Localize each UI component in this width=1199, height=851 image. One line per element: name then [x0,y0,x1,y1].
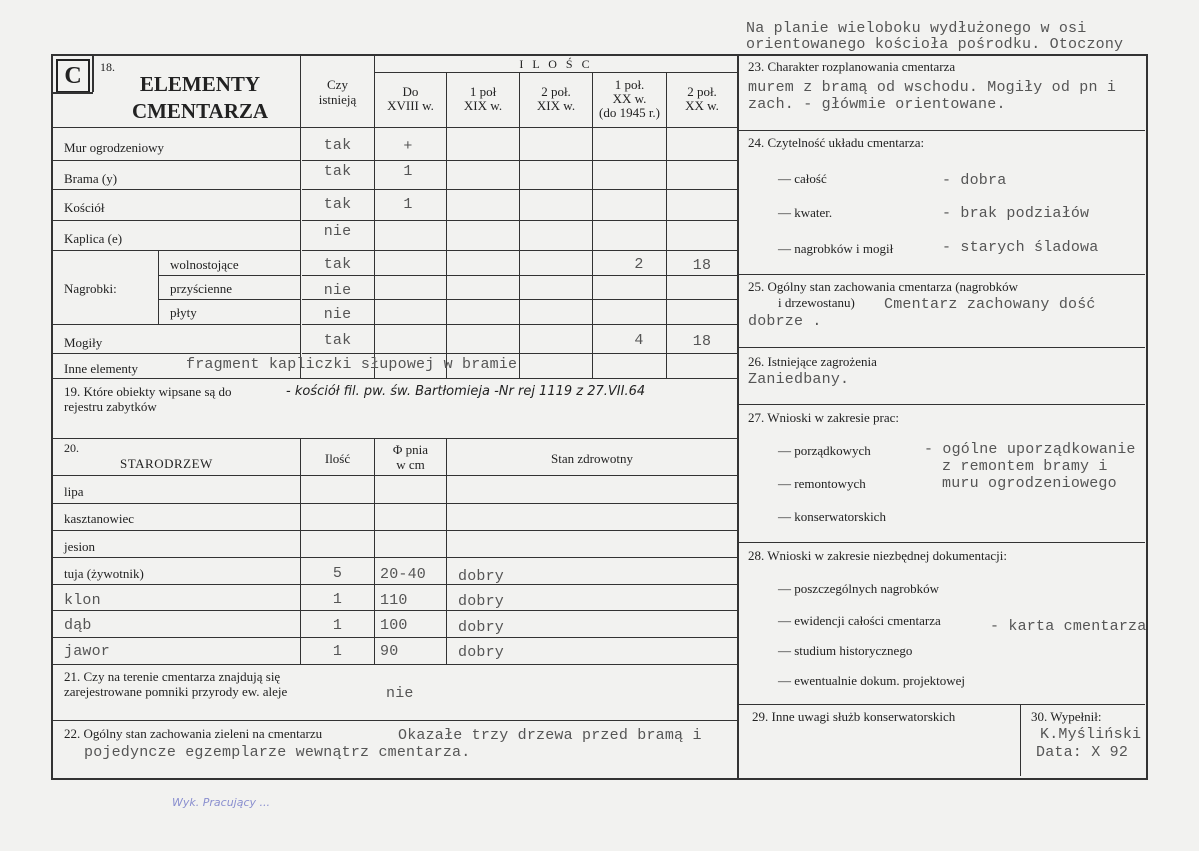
s24-item-whole: — całość [778,171,827,186]
sep7 [53,324,300,325]
section-18-bottom [53,378,737,379]
s23-label: 23. Charakter rozplanowania cmentarza [748,59,956,74]
s29-s30-divider [1020,704,1021,776]
s20-col-health: Stan zdrowotny [551,451,633,466]
tree-qty-6: 1 [332,643,343,660]
p5-l1: 2 poł. [687,84,717,99]
vsep8 [302,353,737,354]
title-line2: CMENTARZA [131,99,269,123]
letter-divider [92,56,94,92]
tree-name-6: jawor [64,643,111,660]
p1-l1: Do [402,84,419,99]
tree-sep1 [53,503,737,504]
graves-label: Nagrobki: [64,281,117,296]
s27-label: 27. Wnioski w zakresie prac: [748,410,900,425]
sep2 [53,189,300,190]
period-header-4 [593,78,666,120]
s19-label-line2: rejestru zabytków [64,399,157,414]
tree-name-0: lipa [64,484,84,499]
s25-value2: dobrze . [748,313,822,330]
s19-value: - kościół fil. pw. św. Bartłomieja -Nr rej 1119 z 27.VII.64 [286,384,646,399]
tree-health-3: dobry [458,568,505,585]
vsep7 [302,324,737,325]
p5-l2: XX w. [685,98,719,113]
tree-diam-4: 110 [380,592,408,609]
s20-diam-l1: Φ pnia [392,442,429,457]
count-church-p1: 1 [403,196,413,213]
row-label-other: Inne elementy [64,361,138,376]
tree-health-4: dobry [458,593,505,610]
tree-name-1: kasztanowiec [64,511,135,526]
tree-name-5: dąb [64,617,92,634]
s22-value1: Okazałe trzy drzewa przed bramą i [398,727,702,744]
letter-underline [53,92,93,94]
count-graves-p4: 4 [634,332,644,349]
s24-value-quarters: - brak podziałów [942,205,1090,222]
count-graves-p5: 18 [692,333,712,350]
s20-title: STARODRZEW [120,456,213,471]
tree-diam-6: 90 [380,643,399,660]
tree-qty-5: 1 [332,617,343,634]
s27-item-repair: — remontowych [778,476,866,491]
section-18-number: 18. [100,60,115,74]
s20-col-diam [375,442,446,472]
exists-wall-mounted: nie [323,282,352,299]
footer-scribble: Wyk. Pracujący ... [172,796,271,809]
exists-church: tak [323,196,352,213]
tree-sep6 [53,637,737,638]
s20-col-qty: Ilość [324,451,351,466]
col-exists-l1: Czy [327,77,348,92]
p3-l1: 2 poł. [541,84,571,99]
count-wall-p1: + [403,138,413,155]
s26-value: Zaniedbany. [748,371,850,388]
s20-number: 20. [64,441,79,455]
vsep3 [302,220,737,221]
p4-l3: (do 1945 r.) [598,105,661,120]
s28-item-tombs: — poszczególnych nagrobków [778,581,940,596]
s30-date: Data: X 92 [1036,744,1129,761]
period-header-1 [375,85,446,113]
s28-value: - karta cmentarza [990,618,1147,635]
exists-gate: tak [323,163,352,180]
s28-label: 28. Wnioski w zakresie niezbędnej dokumentacji: [748,548,1007,563]
s21-value: nie [386,685,414,702]
vsep1 [302,160,737,161]
section-19-bottom [53,438,737,439]
row-label-wall: Mur ogrodzeniowy [64,140,165,155]
col-line-p2 [519,72,520,378]
elements-title [100,71,300,125]
s20-diam-l2: w cm [396,457,425,472]
s20-col-health-line [446,438,447,664]
s28-item-history: — studium historycznego [778,643,913,658]
exists-slabs: nie [323,306,352,323]
sep3 [53,220,300,221]
row-label-freestanding: wolnostojące [170,257,239,272]
p2-l2: XIX w. [463,98,503,113]
section-24-bottom [738,274,1145,275]
period-header-5 [667,85,737,113]
sep4 [53,250,300,251]
s22-value2: pojedyncze egzemplarze wewnątrz cmentarza. [84,744,471,761]
tree-health-5: dobry [458,619,505,636]
vsep2 [302,189,737,190]
exists-wall: tak [323,137,352,154]
sep6 [158,299,300,300]
s25-line2: i drzewostanu) [778,295,855,310]
s24-value-whole: - dobra [942,172,1007,189]
period-header-3 [520,85,592,113]
count-underline [374,72,737,73]
count-freestanding-p4: 2 [634,256,644,273]
s30-label: 30. Wypełnił: [1031,709,1102,724]
s25-line1: 25. Ogólny stan zachowania cmentarza (nagrobków [748,279,1019,294]
tree-sep2 [53,530,737,531]
tree-name-2: jesion [64,539,96,554]
count-freestanding-p5: 18 [692,257,712,274]
section-25-bottom [738,347,1145,348]
col-count-header: I L O Ś C [519,57,593,71]
section-23-bottom [738,130,1145,131]
exists-chapel: nie [323,223,352,240]
vsep5 [302,275,737,276]
sep5 [158,275,300,276]
other-elements-value: fragment kapliczki słupowej w bramie [186,356,518,373]
tree-name-4: klon [64,592,101,609]
row-label-gate: Brama (y) [64,171,118,186]
exists-graves: tak [323,332,352,349]
p2-l1: 1 poł [469,84,497,99]
tree-diam-3: 20-40 [380,566,427,583]
p3-l2: XIX w. [536,98,576,113]
s28-item-project: — ewentualnie dokum. projektowej [778,673,966,688]
p4-l2: XX w. [612,91,647,106]
tree-health-6: dobry [458,644,505,661]
section-26-bottom [738,404,1145,405]
col-exists-header [301,77,374,107]
row-label-chapel: Kaplica (e) [64,231,123,246]
section-27-bottom [738,542,1145,543]
s27-value3: muru ogrodzeniowego [942,475,1117,492]
graves-subdivider [158,250,159,324]
row-label-slabs: płyty [170,305,197,320]
s27-value1: - ogólne uporządkowanie [924,441,1136,458]
s24-value-tombs: - starych śladowa [942,239,1099,256]
s27-item-cleanup: — porządkowych [778,443,871,458]
s23-value1: murem z bramą od wschodu. Mogiły od pn i [748,79,1117,96]
count-gate-p1: 1 [403,163,413,180]
row-label-wall-mounted: przyścienne [170,281,233,296]
card-letter: C [64,63,82,89]
p4-l1: 1 poł. [614,77,645,92]
top-note-line1: Na planie wieloboku wydłużonego w osi [746,20,1087,37]
s28-item-records: — ewidencji całości cmentarza [778,613,941,628]
s27-item-conservation: — konserwatorskich [778,509,886,524]
s20-header-bottom [53,475,737,476]
section-20-bottom [53,664,737,665]
tree-sep5 [53,610,737,611]
s23-value2: zach. - główmie orientowane. [748,96,1006,113]
period-header-2 [447,85,519,113]
s24-item-quarters: — kwater. [778,205,833,220]
tree-sep3 [53,557,737,558]
s21-line1: 21. Czy na terenie cmentarza znajdują się [64,669,281,684]
tree-qty-4: 1 [332,591,343,608]
s19-label-line1: 19. Które obiekty wipsane są do [64,384,232,399]
tree-sep4 [53,584,737,585]
col-line-p1 [446,72,447,378]
row-label-graves: Mogiły [64,335,103,350]
title-line1: ELEMENTY [139,72,261,96]
exists-freestanding: tak [323,256,352,273]
tree-name-3: tuja (żywotnik) [64,566,144,581]
row-label-church: Kościół [64,200,105,215]
s27-value2: z remontem bramy i [942,458,1108,475]
vsep4 [302,250,737,251]
s29-label: 29. Inne uwagi służb konserwatorskich [752,709,956,724]
sep8 [53,353,300,354]
col-exists-l2: istnieją [318,92,357,107]
tree-diam-5: 100 [380,617,408,634]
card-letter-box [56,59,90,93]
s24-label: 24. Czytelność układu cmentarza: [748,135,925,150]
tree-qty-3: 5 [332,565,343,582]
s26-label: 26. Istniejące zagrożenia [748,354,877,369]
top-note-line2: orientowanego kościoła pośrodku. Otoczony [746,36,1124,53]
p1-l2: XVIII w. [387,98,434,113]
s22-label: 22. Ogólny stan zachowania zieleni na cmentarzu [64,726,323,741]
vsep6 [302,299,737,300]
header-bottom-line [53,127,737,128]
s24-item-tombs: — nagrobków i mogił [778,241,894,256]
s30-name: K.Myśliński [1040,726,1142,743]
column-divider [737,54,739,778]
s25-value1: Cmentarz zachowany dość [884,296,1096,313]
section-21-bottom [53,720,737,721]
section-28-bottom [738,704,1145,705]
s21-line2: zarejestrowane pomniki przyrody ew. aleje [64,684,288,699]
sep1 [53,160,300,161]
